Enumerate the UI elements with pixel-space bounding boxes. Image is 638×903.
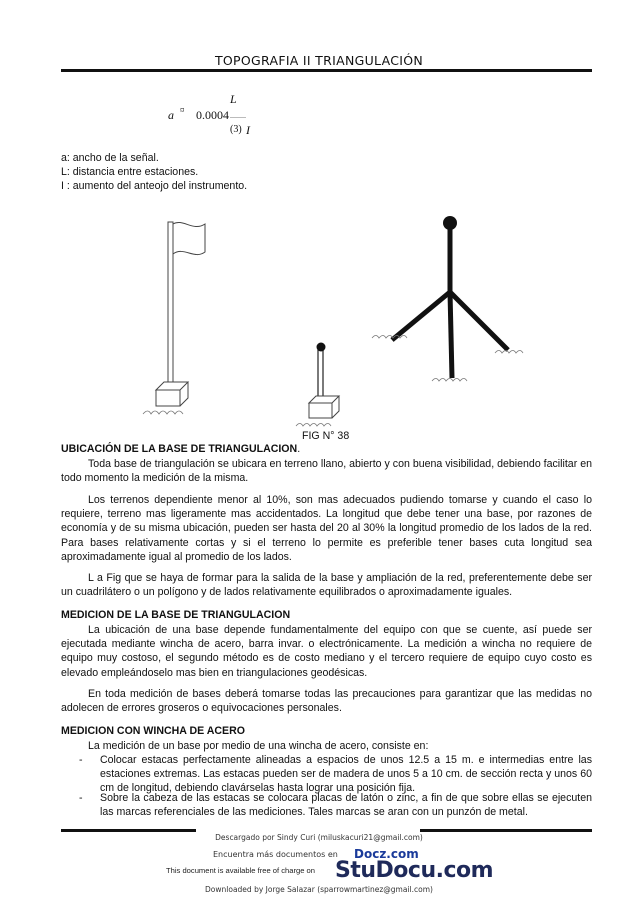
formula-denominator: I [246, 123, 250, 137]
paragraph-ubicacion-1: Toda base de triangulación se ubicara en terreno llano, abierto y con buena visibilidad, debiendo facilitar en todo momento la medición de la misma. [61, 458, 592, 485]
figure-signals [0, 205, 638, 435]
flag-signal-drawing [143, 222, 205, 414]
paragraph-ubicacion-3: L a Fig que se haya de formar para la salida de la base y ampliación de la red, preferentemente debe ser un cuadrilátero o un polígono y de lados relativamente equilibrados o aproximadamente iguales. [61, 572, 592, 599]
bullet-dash: - [79, 792, 83, 804]
page-header-title: TOPOGRAFIA II TRIANGULACIÓN [214, 53, 424, 68]
list-item-wincha-2 [79, 791, 592, 819]
docx-logo: Docz.com [354, 847, 419, 858]
list-item-wincha-2-text: Sobre la cabeza de las estacas se colocara placas de latón o zinc, a fin de que sobre ellas se ejecuten las marcas referenciales de las mediciones. Tales marcas se aran con un punzón de metal. [100, 792, 592, 819]
tripod-signal-drawing [372, 216, 523, 381]
paragraph-medicion-1: La ubicación de una base depende fundamentalmente del equipo con que se cuente, así puede ser ejecutada mediante wincha de acero, barra invar. o electrónicamente. La medición a wincha no requiere de equipo muy costoso, el segundo método es de costo mediano y el tercero requiere de equipo cuyo costo es elevado empleándoselo mas bien en triangulaciones geodésicas. [61, 624, 592, 679]
list-item-wincha-1 [79, 753, 592, 796]
list-item-wincha-1-text: Colocar estacas perfectamente alineadas a espacios de unos 12.5 a 15 m. e intermedias entre las estaciones extremas. Las estacas pueden ser de madera de unos 5 a 10 cm. de sección recta y unos 60 cm de longitud, debiendo clavárselas hasta lograr una posición fija. [100, 754, 592, 795]
bullet-dash: - [79, 754, 83, 766]
pole-signal-drawing [296, 343, 339, 427]
formula [160, 88, 280, 138]
section-heading-ubicacion [61, 443, 300, 455]
legend-a: a: ancho de la señal. [61, 152, 159, 164]
footer-rule-right [420, 829, 592, 832]
studocu-logo[interactable] [335, 858, 493, 883]
section-heading-medicion: MEDICION DE LA BASE DE TRIANGULACION [61, 609, 291, 621]
footer-find-more-text: Encuentra más documentos en [213, 850, 338, 858]
footer-rule-left [61, 829, 196, 832]
legend-L: L: distancia entre estaciones. [61, 166, 199, 178]
formula-numerator: L [230, 92, 237, 106]
studocu-logo-name: StuDocu [335, 858, 436, 883]
formula-denominator-factor: (3) [230, 124, 242, 135]
figure-caption: FIG N° 38 [302, 430, 350, 442]
footer-find-more [196, 846, 442, 858]
formula-lhs: a [168, 108, 174, 122]
paragraph-ubicacion-2: Los terrenos dependiente menor al 10%, son mas adecuados pudiendo tomarse y cuando el caso lo requiere, terreno mas ligeramente mas accidentados. La longitud que debe tener una base, por razones de economía y de su misma ubicación, pueden ser hasta del 20 al 30% la longitud promedio de los lados de la red. Para bases relativamente cortas y si el terreno lo permite es preferible tener bases cuta longitud sea aproximadamente igual al promedio de los lados. [61, 494, 592, 563]
paragraph-medicion-2: En toda medición de bases deberá tomarse todas las precauciones para garantizar que las medidas no adolecen de errores groseros o equivocaciones personales. [61, 688, 592, 715]
paragraph-wincha-intro: La medición de un base por medio de una wincha de acero, consiste en: [88, 740, 429, 752]
section-heading-wincha: MEDICION CON WINCHA DE ACERO [61, 725, 246, 737]
formula-fraction-bar [230, 117, 246, 118]
legend-I: I : aumento del anteojo del instrumento. [61, 180, 248, 192]
header-rule [61, 69, 592, 72]
section-heading-ubicacion-text: UBICACIÓN DE LA BASE DE TRIANGULACION [61, 443, 298, 455]
footer-free-of-charge: This document is available free of charge on [166, 866, 316, 875]
section-heading-ubicacion-period: . [297, 443, 301, 455]
formula-symbol: ¤ [180, 105, 185, 115]
studocu-logo-tld: .com [435, 858, 494, 883]
formula-coef: 0.0004 [196, 108, 229, 122]
footer-downloaded-sindy: Descargado por Sindy Curi (miluskacuri21@gmail.com) [215, 833, 423, 842]
footer-downloaded-jorge: Downloaded by Jorge Salazar (sparrowmartinez@gmail.com) [205, 885, 433, 894]
